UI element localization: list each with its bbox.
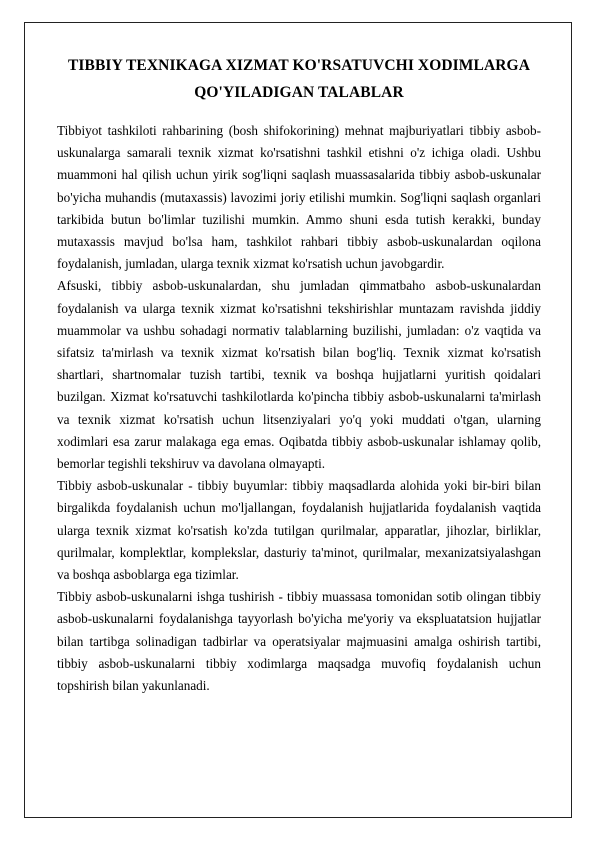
document-title <box>57 52 541 106</box>
paragraph-2: Afsuski, tibbiy asbob-uskunalardan, shu jumladan qimmatbaho asbob-uskunalardan foydalanish va ularga texnik xizmat ko'rsatishni tekshirishlar muntazam ravishda jiddiy muammolar va ushbu sohadagi normativ talablarning buzilishi, jumladan: o'z vaqtida va sifatsiz ta'mirlash va texnik xizmat ko'rsatish bilan bog'liq. Texnik xizmat ko'rsatish shartlari, shartnomalar tuzish tartibi, texnik va boshqa hujjatlarni yuritish qoidalari buzilgan. Xizmat ko'rsatuvchi tashkilotlarda ko'pincha tibbiy asbob-uskunalarni ta'mirlash va texnik xizmat ko'rsatish uchun litsenziyalari yo'q yoki muddati o'tgan, ularning xodimlari esa zarur malakaga ega emas. Oqibatda tibbiy asbob-uskunalar ishlamay qolib, bemorlar tegishli tekshiruv va davolana olmayapti. <box>57 278 541 472</box>
document-body <box>57 52 541 697</box>
title-line-1: TIBBIY TEXNIKAGA XIZMAT KO'RSATUVCHI XODIMLARGA <box>67 57 531 74</box>
paragraph-3: Tibbiy asbob-uskunalar - tibbiy buyumlar: tibbiy maqsadlarda alohida yoki bir-biri bilan birgalikda foydalanish uchun mo'ljallangan, foydalanish hujjatlarida foydalanish vaqtida ularga texnik xizmat ko'rsatish ko'zda tutilgan qurilmalar, apparatlar, jihozlar, birliklar, qurilmalar, komplektlar, komplekslar, dasturiy ta'minot, qurilmalar, mexanizatsiyalashgan va boshqa asboblarga ega tizimlar. <box>57 478 541 583</box>
paragraph-1: Tibbiyot tashkiloti rahbarining (bosh shifokorining) mehnat majburiyatlari tibbiy asbob-uskunalarga samarali texnik xizmat ko'rsatishni tashkil etishni o'z ichiga oladi. Ushbu muammoni hal qilish uchun yirik sog'liqni saqlash muassasalarida tibbiy asbob-uskunalar bo'yicha muhandis (mutaxassis) lavozimi joriy etilishi mumkin. Sog'liqni saqlash organlari tarkibida butun bo'limlar tuzilishi mumkin. Ammo shuni esda tutish kerakki, bunday mutaxassis mavjud bo'lsa ham, tashkilot rahbari tibbiy asbob-uskunalardan oqilona foydalanish, jumladan, ularga texnik xizmat ko'rsatish uchun javobgardir. <box>57 123 541 272</box>
paragraph-4: Tibbiy asbob-uskunalarni ishga tushirish - tibbiy muassasa tomonidan sotib olingan tibbiy asbob-uskunalarni foydalanishga tayyorlash bo'yicha me'yoriy va ekspluatatsion hujjatlar bilan tartibga solinadigan tadbirlar va operatsiyalar majmuasini amalga oshirish tartibi, tibbiy asbob-uskunalarni tibbiy xodimlarga maqsadga muvofiq foydalanish uchun topshirish bilan yakunlanadi. <box>57 589 541 694</box>
title-line-2: QO'YILADIGAN TALABLAR <box>194 84 404 101</box>
